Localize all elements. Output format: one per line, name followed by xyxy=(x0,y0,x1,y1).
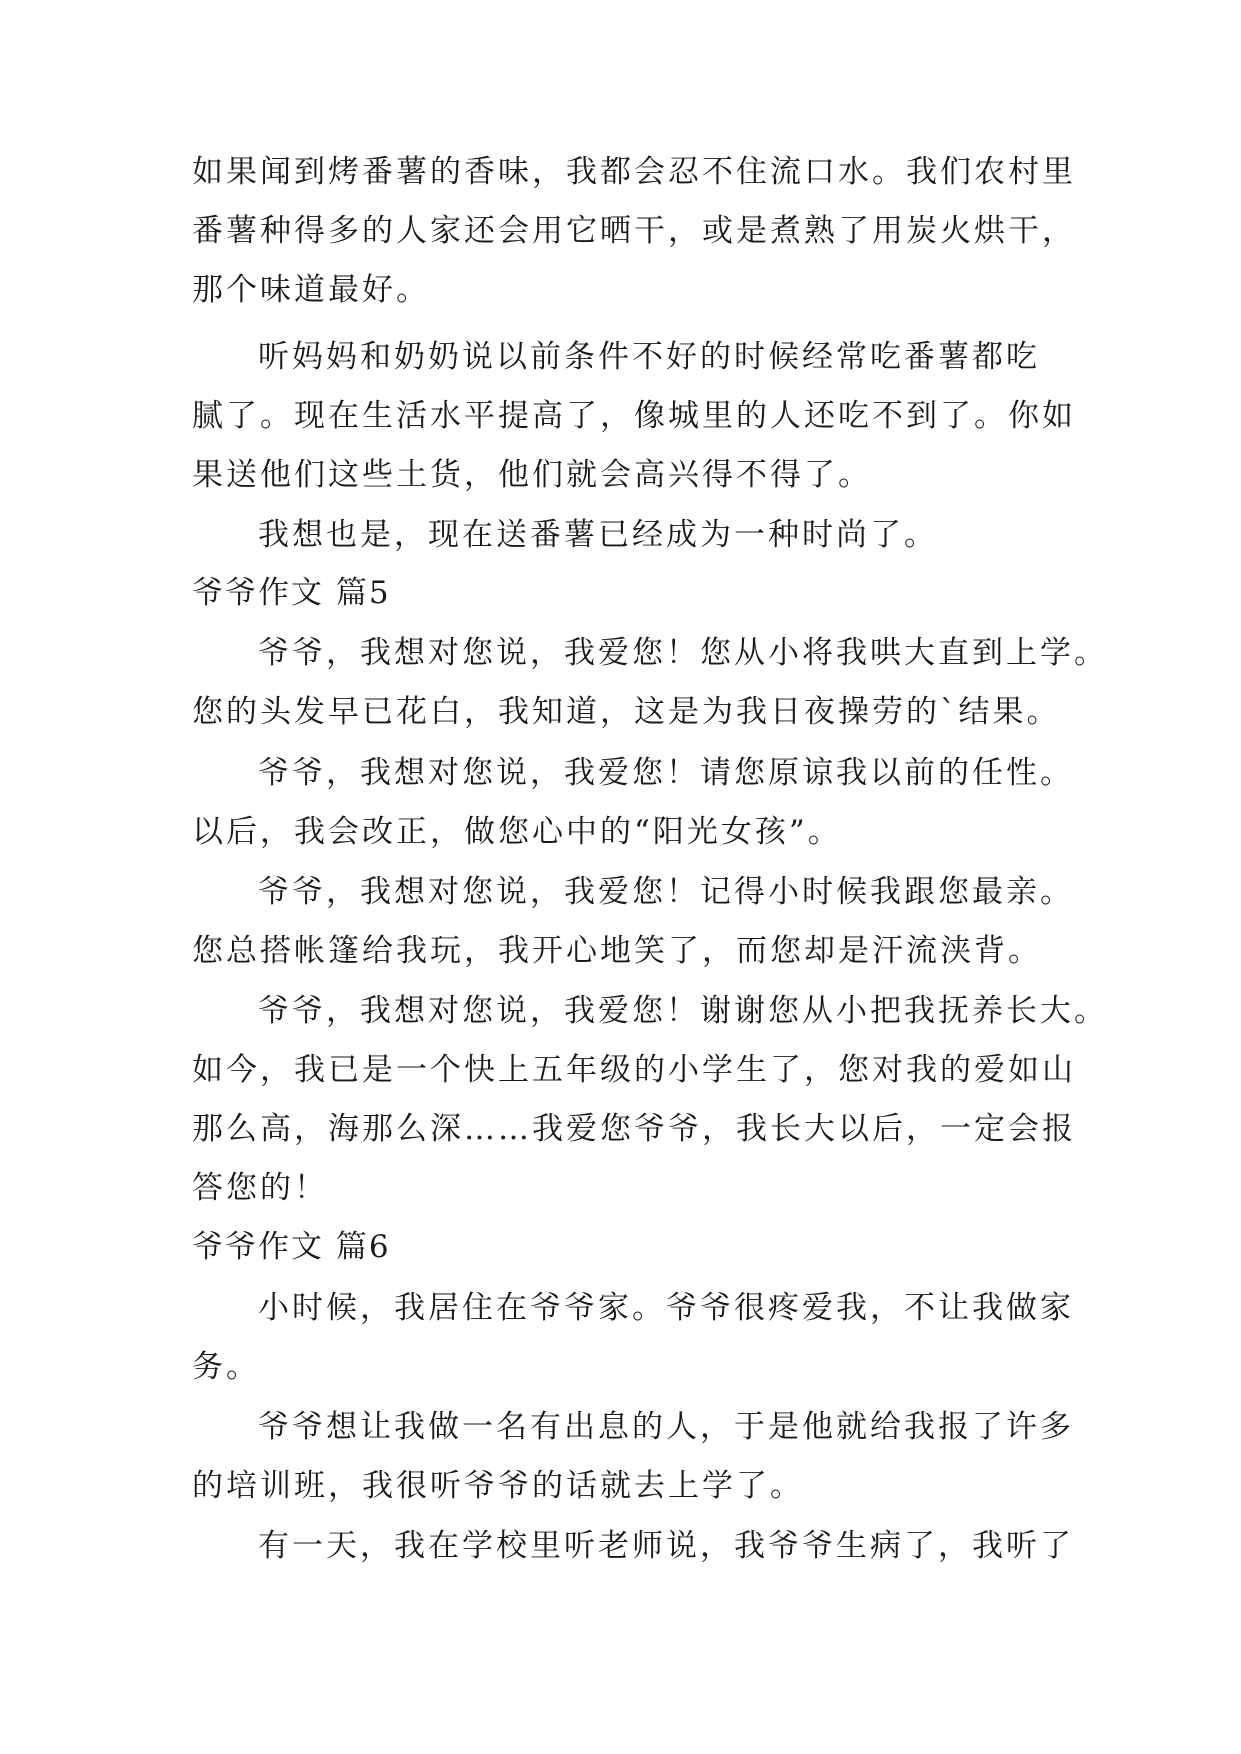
section-heading: 爷爷作文 篇6 xyxy=(192,1229,391,1265)
text-line: 务。 xyxy=(192,1349,260,1385)
text-line: 那么高，海那么深……我爱您爷爷，我长大以后，一定会报 xyxy=(192,1111,1076,1147)
text-line: 番薯种得多的人家还会用它晒干，或是煮熟了用炭火烘干， xyxy=(192,213,1076,249)
text-line: 您的头发早已花白，我知道，这是为我日夜操劳的`结果。 xyxy=(192,694,1061,730)
text-line: 腻了。现在生活水平提高了，像城里的人还吃不到了。你如 xyxy=(192,398,1076,434)
paragraph-first-line: 爷爷，我想对您说，我爱您！您从小将我哄大直到上学。 xyxy=(258,635,1108,671)
paragraph-first-line: 小时候，我居住在爷爷家。爷爷很疼爱我，不让我做家 xyxy=(258,1290,1074,1326)
text-line: 如今，我已是一个快上五年级的小学生了，您对我的爱如山 xyxy=(192,1052,1076,1088)
section-heading: 爷爷作文 篇5 xyxy=(192,575,391,611)
text-line: 以后，我会改正，做您心中的“阳光女孩”。 xyxy=(192,814,842,850)
text-line: 那个味道最好。 xyxy=(192,272,430,308)
text-line: 答您的！ xyxy=(192,1170,328,1206)
text-line: 如果闻到烤番薯的香味，我都会忍不住流口水。我们农村里 xyxy=(192,154,1076,190)
text-line: 的培训班，我很听爷爷的话就去上学了。 xyxy=(192,1468,804,1504)
paragraph-first-line: 听妈妈和奶奶说以前条件不好的时候经常吃番薯都吃 xyxy=(258,339,1040,375)
paragraph-first-line: 爷爷，我想对您说，我爱您！请您原谅我以前的任性。 xyxy=(258,755,1074,791)
paragraph-first-line: 有一天，我在学校里听老师说，我爷爷生病了，我听了 xyxy=(258,1528,1074,1564)
text-line: 您总搭帐篷给我玩，我开心地笑了，而您却是汗流浃背。 xyxy=(192,933,1042,969)
text-line: 果送他们这些土货，他们就会高兴得不得了。 xyxy=(192,457,872,493)
paragraph-first-line: 爷爷，我想对您说，我爱您！记得小时候我跟您最亲。 xyxy=(258,874,1074,910)
paragraph-first-line: 爷爷想让我做一名有出息的人，于是他就给我报了许多 xyxy=(258,1409,1074,1445)
paragraph-first-line: 我想也是，现在送番薯已经成为一种时尚了。 xyxy=(258,517,938,553)
paragraph-first-line: 爷爷，我想对您说，我爱您！谢谢您从小把我抚养长大。 xyxy=(258,993,1108,1029)
